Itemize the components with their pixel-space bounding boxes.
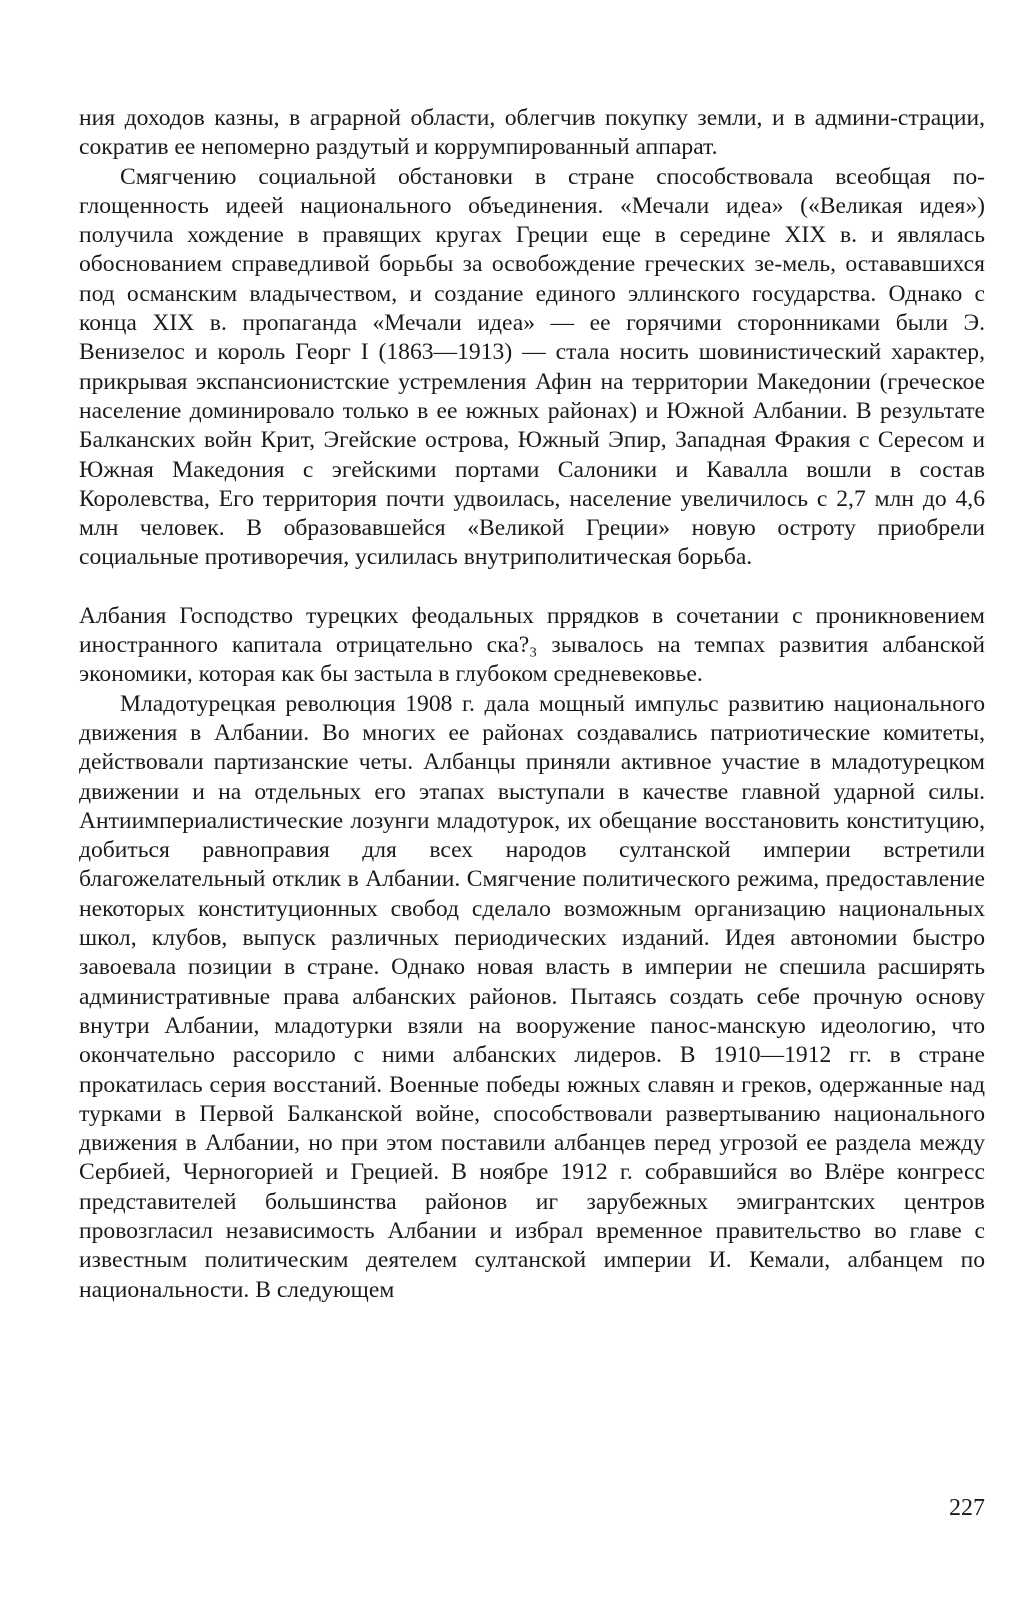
- paragraph-great-idea: Смягчению социальной обстановки в стране способствовала всеобщая по-глощенность идеей национального объединения. «Мечали идеа» («Великая идея») получила хождение в правящих кругах Греции еще в середине XIX в. и являлась обоснованием справедливой борьбы за освобождение греческих зе-мель, остававшихся под османским владычеством, и создание единого эллинского государства. Однако с конца XIX в. пропаганда «Мечали идеа» — ее горячими сторонниками были Э. Венизелос и король Георг I (1863—1913) — стала носить шовинистический характер, прикрывая экспансионистские устремления Афин на территории Македонии (греческое население доминировало только в ее южных районах) и Южной Албании. В результате Балканских войн Крит, Эгейские острова, Южный Эпир, Западная Фракия с Сересом и Южная Македония с эгейскими портами Салоники и Кавалла вошли в состав Королевства, Его территория почти удвоилась, население увеличилось с 2,7 млн до 4,6 млн человек. В образовавшейся «Великой Греции» новую остроту приобрели социальные противоречия, усилилась внутриполитическая борьба.: [79, 163, 985, 571]
- page-number: 227: [949, 1495, 985, 1521]
- paragraph-continuation: ния доходов казны, в аграрной области, облегчив покупку земли, и в админи-страции, сократив ее непомерно раздутый и коррумпированный аппарат.: [79, 105, 985, 161]
- paragraph-albania-intro: Албания Господство турецких феодальных пррядков в сочетании с проникновением иностранного капитала отрицательно ска?₃ зывалось на темпах развития албанской экономики, которая как бы застыла в глубоком средневековье.: [79, 602, 985, 688]
- page-body: [79, 104, 985, 1305]
- paragraph-young-turk-revolution: Младотурецкая революция 1908 г. дала мощный импульс развитию национального движения в Албании. Во многих ее районах создавались патриотические комитеты, действовали партизанские четы. Албанцы приняли активное участие в младотурецком движении и на отдельных его этапах выступали в качестве главной ударной силы. Антиимпериалистические лозунги младотурок, их обещание восстановить конституцию, добиться равноправия для всех народов султанской империи встретили благожелательный отклик в Албании. Смягчение политического режима, предоставление некоторых конституционных свобод сделало возможным организацию национальных школ, клубов, выпуск различных периодических изданий. Идея автономии быстро завоевала позиции в стране. Однако новая власть в империи не спешила расширять административные права албанских районов. Пытаясь создать себе прочную основу внутри Албании, младотурки взяли на вооружение панос-манскую идеологию, что окончательно рассорило с ними албанских лидеров. В 1910—1912 гг. в стране прокатилась серия восстаний. Военные победы южных славян и греков, одержанные над турками в Первой Балканской войне, способствовали развертыванию национального движения в Албании, но при этом поставили албанцев перед угрозой ее раздела между Сербией, Черногорией и Грецией. В ноябре 1912 г. собравшийся во Влёре конгресс представителей большинства районов иг зарубежных эмигрантских центров провозгласил независимость Албании и избрал временное правительство во главе с известным политическим деятелем султанской империи И. Кемали, албанцем по национальности. В следующем: [79, 690, 985, 1303]
